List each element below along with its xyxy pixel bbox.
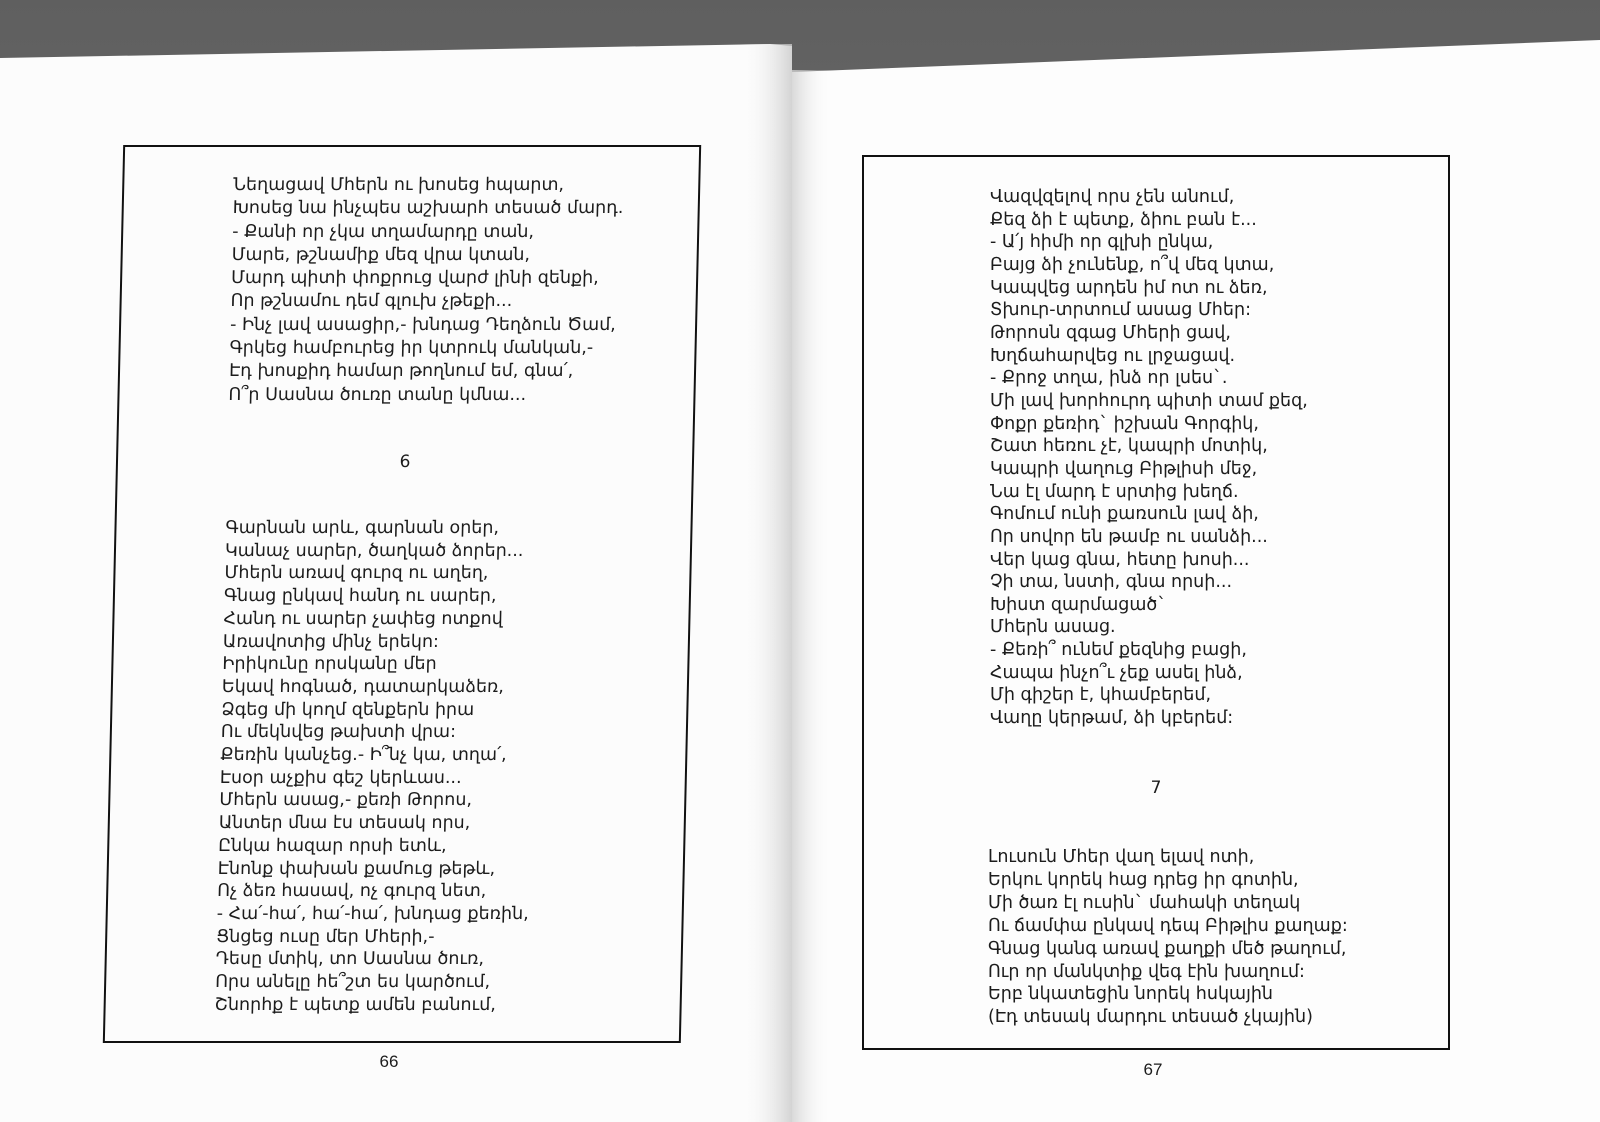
verse-line: Լուսուն Մհեր վաղ ելավ ոտի, <box>988 847 1255 867</box>
verse-line: Ու մեկնվեց թախտի վրա: <box>220 722 457 743</box>
verse-line: Դեսը մտիկ, տո Սասնա ծուռ, <box>215 949 485 970</box>
verse-line: Գնաց ընկավ հանդ ու սարեր, <box>223 586 497 607</box>
page-number: 66 <box>379 1052 399 1071</box>
verse-line: Շատ հեռու չէ, կապրի մոտիկ, <box>990 436 1268 457</box>
verse-line: Մի ծառ էլ ուսին` մահակի տեղակ <box>988 892 1301 913</box>
section-number: 6 <box>399 452 411 472</box>
verse-line: Գոմում ունի քառսուն լավ ձի, <box>990 504 1259 525</box>
verse-line: Մհերն առավ գուրզ ու աղեղ, <box>224 563 489 584</box>
verse-line: Մի գիշեր է, կհամբերեմ, <box>990 685 1212 706</box>
verse-line: Երկու կորեկ հաց դրեց իր գոտին, <box>988 869 1299 890</box>
verse-line: Ուր որ մանկտիք վեգ էին խաղում: <box>988 961 1305 982</box>
verse-line: Խոսեց նա ինչպես աշխարհ տեսած մարդ. <box>232 198 624 219</box>
page-number: 67 <box>1143 1060 1163 1079</box>
verse-line: - Հա՛-հա՛, հա՛-հա՛, խնդաց քեռին, <box>216 903 529 924</box>
verse-line: Ձգեց մի կողմ զենքերն իրա <box>221 699 475 720</box>
verse-line: Ո՞ր Սասնա ծուռը տանը կմնա... <box>228 384 527 405</box>
section-number: 7 <box>1150 778 1162 798</box>
verse-line: - Ինչ լավ ասացիր,- խնդաց Դեղձուն Ծամ, <box>229 314 617 335</box>
verse-line: - Քանի որ չկա տղամարդը տան, <box>231 221 535 242</box>
verse-line: Էնոնք փախան քամուց թեթև, <box>217 858 496 879</box>
verse-line: Մի լավ խորհուրդ պիտի տամ քեզ, <box>990 390 1308 411</box>
verse-line: Բայց ձի չունենք, ո՞վ մեզ կտա, <box>990 254 1275 275</box>
verse-line: Չի տա, նստի, գնա որսի... <box>990 572 1233 593</box>
verse-line: - Ա՛յ հիմի որ գլխի ընկա, <box>990 232 1214 253</box>
verse-line: Ցնցեց ուսը մեր Մհերի,- <box>215 926 435 947</box>
verse-line: Գրկեց համբուրեց իր կտրուկ մանկան,- <box>229 338 594 359</box>
verse-line: Կանաչ սարեր, ծաղկած ձորեր... <box>224 540 524 561</box>
verse-line: Էսօր աչքիս գեշ կերևաս... <box>219 767 462 788</box>
verse-line: Քեռին կանչեց.- Ի՞նչ կա, տղա՛, <box>220 745 507 766</box>
verse-line: Թորոսն զգաց Մհերի ցավ, <box>990 322 1231 343</box>
verse-line: Որս անելը հե՞շտ ես կարծում, <box>214 972 491 993</box>
verse-line: Մարդ պիտի փոքրուց վարժ լինի զենքի, <box>230 268 600 289</box>
verse-line: Նա էլ մարդ է սրտից խեղճ. <box>990 481 1239 502</box>
verse-line: Երբ նկատեցին նորեկ հսկային <box>988 984 1274 1005</box>
verse-line: Խիստ զարմացած` <box>990 594 1167 615</box>
verse-line: Անտեր մնա էս տեսակ որս, <box>218 813 471 834</box>
verse-line: (Էդ տեսակ մարդու տեսած չկային) <box>988 1007 1313 1028</box>
verse-line: - Քրոջ տղա, ինձ որ լսես`. <box>990 368 1228 389</box>
verse-line: Հապա ինչո՞ւ չեք ասել ինձ, <box>990 662 1243 683</box>
verse-line: Ընկա հազար որսի ետև, <box>218 835 447 856</box>
verse-line: Ու ճամփա ընկավ դեպ Բիթլիս քաղաք: <box>988 915 1348 936</box>
verse-line: Մարե, թշնամիք մեզ վրա կտան, <box>231 244 531 265</box>
verse-line: Խղճահարվեց ու լրջացավ. <box>990 345 1236 366</box>
right-stanza-1 <box>990 186 1308 730</box>
verse-line: Մհերն ասաց. <box>990 617 1116 638</box>
verse-line: Գարնան արև, գարնան օրեր, <box>225 518 500 538</box>
verse-line: Որ թշնամու դեմ գլուխ չթեքի... <box>230 291 513 312</box>
verse-line: Վեր կաց գնա, հետը խոսի... <box>990 549 1250 570</box>
verse-line: Կապրի վաղուց Բիթլիսի մեջ, <box>990 458 1258 479</box>
verse-line: Հանդ ու սարեր չափեց ոտքով <box>223 608 504 629</box>
verse-line: Վաղը կերթամ, ձի կբերեմ: <box>990 708 1234 729</box>
verse-line: Վազվզելով որս չեն անում, <box>990 187 1235 207</box>
verse-line: Գնաց կանգ առավ քաղքի մեծ թաղում, <box>988 938 1347 959</box>
verse-line: - Քեռի՞ ունեմ քեզնից բացի, <box>990 640 1247 661</box>
right-stanza-2 <box>988 846 1348 1029</box>
verse-line: Եկավ հոգնած, դատարկաձեռ, <box>221 676 505 697</box>
verse-line: Ոչ ձեռ հասավ, ոչ գուրզ նետ, <box>217 881 487 902</box>
verse-line: Կապվեց արդեն իմ ոտ ու ձեռ, <box>990 277 1268 298</box>
verse-line: Քեզ ձի է պետք, ձիու բան է... <box>990 209 1257 230</box>
verse-line: Առավոտից մինչ երեկո: <box>222 631 440 652</box>
verse-line: Շնորհք է պետք ամեն բանում, <box>214 994 497 1015</box>
verse-line: Իրիկունը որսկանը մեր <box>222 654 437 675</box>
verse-line: Նեղացավ Մհերն ու խոսեց հպարտ, <box>233 175 565 195</box>
verse-line: Մհերն ասաց,- քեռի Թորոս, <box>219 790 473 811</box>
verse-line: Փոքր քեռիդ` իշխան Գորգիկ, <box>990 413 1259 434</box>
verse-line: Որ սովոր են թամբ ու սանձի... <box>990 526 1268 547</box>
verse-line: Էդ խոսքիդ համար թողնում եմ, գնա՛, <box>228 361 574 382</box>
verse-line: Տխուր-տրտում ասաց Մհեր: <box>990 300 1251 321</box>
